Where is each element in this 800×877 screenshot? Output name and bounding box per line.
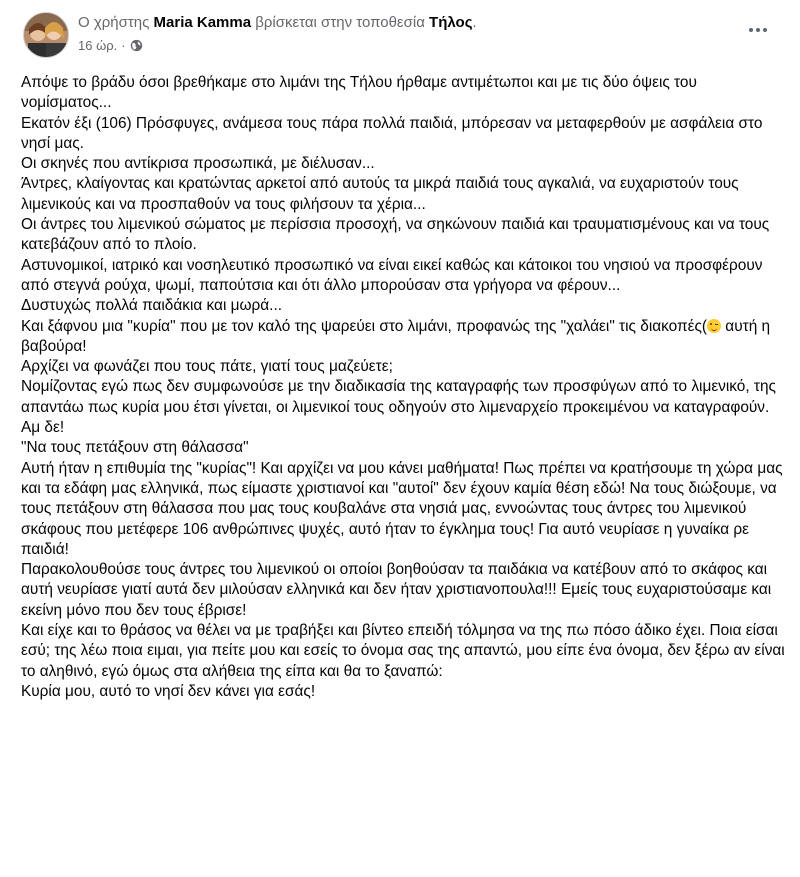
post-line: Νομίζοντας εγώ πως δεν συμφωνούσε με την διαδικασία της καταγραφής των προσφύγων από το λιμενικό, της απαντάω πως κυρία μου έτσι γίνεται, οι λιμενικοί τους οδηγούν στο λιμεναρχείο προκειμένου να καταγραφούν. (21, 378, 776, 416)
headline-prefix: Ο χρήστης (78, 14, 150, 31)
post-line: Απόψε το βράδυ όσοι βρεθήκαμε στο λιμάνι της Τήλου ήρθαμε αντιμέτωποι και με τις δύο όψεις του νομίσματος... (21, 74, 697, 112)
post-line: Δυστυχώς πολλά παιδάκια και μωρά... (21, 297, 283, 315)
post-body (21, 73, 786, 702)
post-line: Οι σκηνές που αντίκρισα προσωπικά, με διέλυσαν... (21, 155, 375, 173)
post-line: Αυτή ήταν η επιθυμία της "κυρίας"! Και αρχίζει να μου κάνει μαθήματα! Πως πρέπει να κρατήσουμε τη χώρα μας και τα εδάφη μας ελληνικά, πως είμαστε χριστιανοί και "αυτοί" δεν έχουν καμία θέση εδώ! Να τους διώξουμε, να τους πετάξουν στη θάλασσα που μας τους κουβαλάνε στα νησιά μας, εννοώντας τους άντρες του λιμενικού σκάφους που μετέφερε 106 ανθρώπινες ψυχές, αυτό ήταν το έγκλημα τους! Για αυτό νευρίασε η γυναίκα ρε παιδιά! (21, 459, 783, 558)
post-line: "Να τους πετάξουν στη θάλασσα" (21, 439, 249, 457)
post-line: Αρχίζει να φωνάζει που τους πάτε, γιατί τους μαζεύετε; (21, 358, 393, 376)
post-line-text: αυτή η βαβούρα! (21, 317, 771, 355)
avatar[interactable] (23, 12, 69, 58)
post-line: Αστυνομικοί, ιατρικό και νοσηλευτικό προσωπικό να είναι εικεί καθώς και κάτοικοι του νησιού να προσφέρουν από στεγνά ρούχα, ψωμί, παπούτσια και ότι άλλο μπορούσαν στα γρήγορα να φέρουν... (21, 256, 763, 294)
headline-suffix: . (472, 14, 477, 31)
post-meta (78, 38, 143, 53)
location-link[interactable]: Τήλος (429, 14, 473, 31)
post-line (21, 317, 786, 358)
post-line: Οι άντρες του λιμενικού σώματος με περίσσια προσοχή, να σηκώνουν παιδιά και τραυματισμένους και να τους κατεβάζουν από το πλοίο. (21, 216, 770, 254)
post-line: Παρακολουθούσε τους άντρες του λιμενικού οι οποίοι βοηθούσαν τα παιδάκια να κατέβουν από το σκάφος και αυτή νευρίασε γιατί αυτά δεν μιλούσαν ελληνικά και δεν ήταν χριστιανοπουλα!!! Εμείς τους ευχαριστούσαμε και εκείνη μόνο που δεν τους έβρισε! (21, 561, 772, 619)
more-options-icon[interactable] (746, 18, 770, 42)
post-line: Αμ δε! (21, 419, 65, 437)
meta-separator: · (121, 38, 126, 53)
globe-icon (130, 39, 143, 52)
post-header (0, 0, 800, 70)
post-line-text: Και ξάφνου μια "κυρία" που με τον καλό της ψαρεύει στο λιμάνι, προφανώς της "χαλάει" τις διακοπές( (21, 317, 708, 335)
author-name-link[interactable]: Maria Kamma (153, 14, 252, 31)
headline-middle: βρίσκεται στην τοποθεσία (255, 14, 425, 31)
profile-photo (24, 13, 68, 57)
post-line: Εκατόν έξι (106) Πρόσφυγες, ανάμεσα τους πάρα πολλά παιδιά, μπόρεσαν να μεταφερθούν με ασφάλεια στο νησί μας. (21, 114, 763, 152)
post-line: Κυρία μου, αυτό το νησί δεν κάνει για εσάς! (21, 682, 316, 700)
winking-face-emoji (707, 319, 721, 333)
post-headline (78, 14, 477, 31)
post-line: Άντρες, κλαίγοντας και κρατώντας αρκετοί από αυτούς τα μικρά παιδιά τους αγκαλιά, να ευχαριστούν τους λιμενικούς και να προσπαθούν να τους φιλήσουν τα χέρια... (21, 175, 739, 213)
post-line: Και είχε και το θράσος να θέλει να με τραβήξει και βίντεο επειδή τόλμησα να της πω πόσο άδικο έχει. Ποια είσαι εσύ; της λέω ποια ειμαι, για πείτε μου και εσείς το όνομα σας της απαντώ, μου είπε ένα όνομα, δεν ξέρω αν είναι το αληθινό, εγώ όμως στα αλήθεια της είπα και θα το ξαναπώ: (21, 622, 785, 680)
post-timestamp[interactable]: 16 ώρ. (78, 38, 118, 53)
